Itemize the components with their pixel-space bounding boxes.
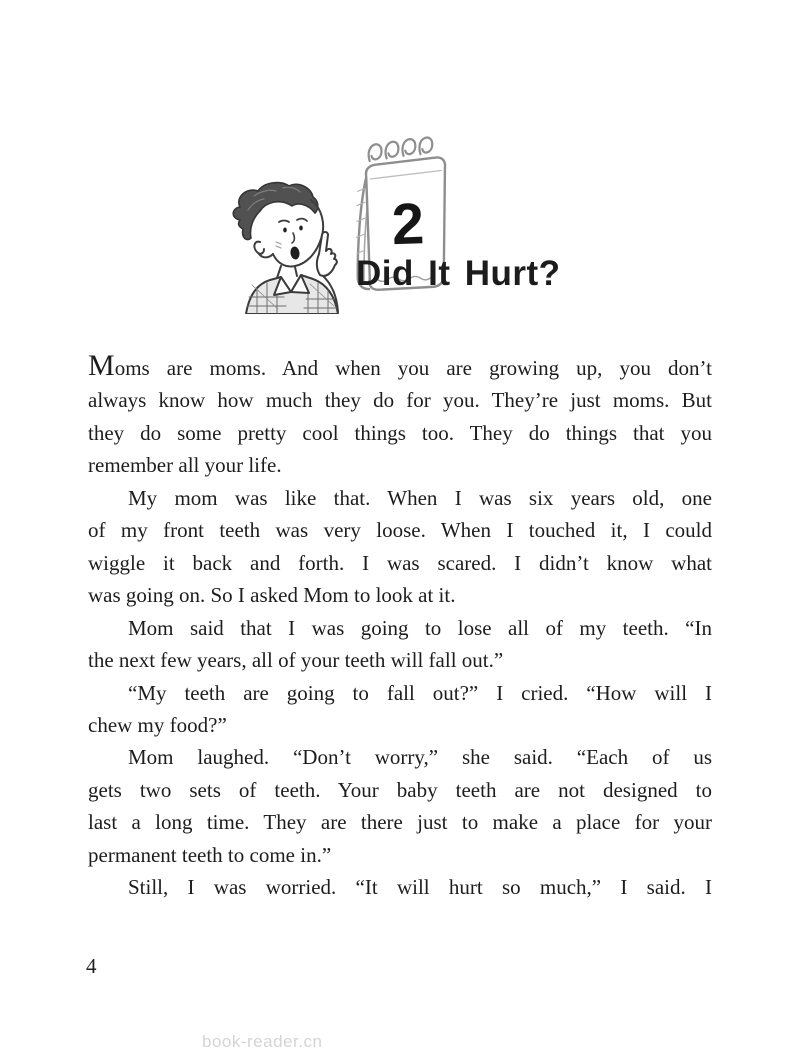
text-line: always know how much they do for you. They’re just moms. But bbox=[88, 388, 712, 413]
text-line: Still, I was worried. “It will hurt so much,” I said. I bbox=[128, 875, 712, 900]
page-number: 4 bbox=[86, 954, 97, 978]
text-line: remember all your life. bbox=[88, 453, 282, 478]
text-line: chew my food?” bbox=[88, 712, 227, 737]
boy-eye bbox=[283, 228, 287, 233]
drop-cap: M bbox=[88, 349, 115, 382]
text-line: Mom laughed. “Don’t worry,” she said. “Each of us bbox=[128, 745, 712, 770]
body-text bbox=[88, 350, 712, 904]
text-line: last a long time. They are there just to make a place for your bbox=[88, 810, 712, 835]
chapter-number: 2 bbox=[390, 191, 426, 258]
text-line: of my front teeth was very loose. When I touched it, I could bbox=[88, 518, 712, 543]
boy-open-mouth bbox=[290, 246, 301, 260]
text-line: the next few years, all of your teeth will fall out.” bbox=[88, 648, 504, 673]
text-line: “My teeth are going to fall out?” I cried. “How will I bbox=[128, 680, 712, 705]
text-line-rest: oms are moms. And when you are growing up, you don’t bbox=[114, 356, 712, 380]
chapter-title: Did It Hurt? bbox=[356, 254, 561, 293]
watermark: book-reader.cn bbox=[202, 1032, 323, 1051]
spiral-rings bbox=[368, 137, 433, 161]
boy-eye bbox=[299, 226, 303, 231]
text-line: permanent teeth to come in.” bbox=[88, 842, 332, 867]
text-line: gets two sets of teeth. Your baby teeth are not designed to bbox=[88, 777, 712, 802]
text-line: wiggle it back and forth. I was scared. I didn’t know what bbox=[88, 550, 712, 575]
text-line: they do some pretty cool things too. They do things that you bbox=[88, 420, 712, 445]
text-line: My mom was like that. When I was six years old, one bbox=[128, 485, 712, 510]
text-line bbox=[88, 350, 712, 384]
boy-pointing-finger bbox=[317, 232, 337, 276]
text-line: Mom said that I was going to lose all of my teeth. “In bbox=[128, 615, 712, 640]
boy-pointing-sketch-illustration bbox=[224, 180, 354, 314]
text-line: was going on. So I asked Mom to look at it. bbox=[88, 583, 456, 608]
